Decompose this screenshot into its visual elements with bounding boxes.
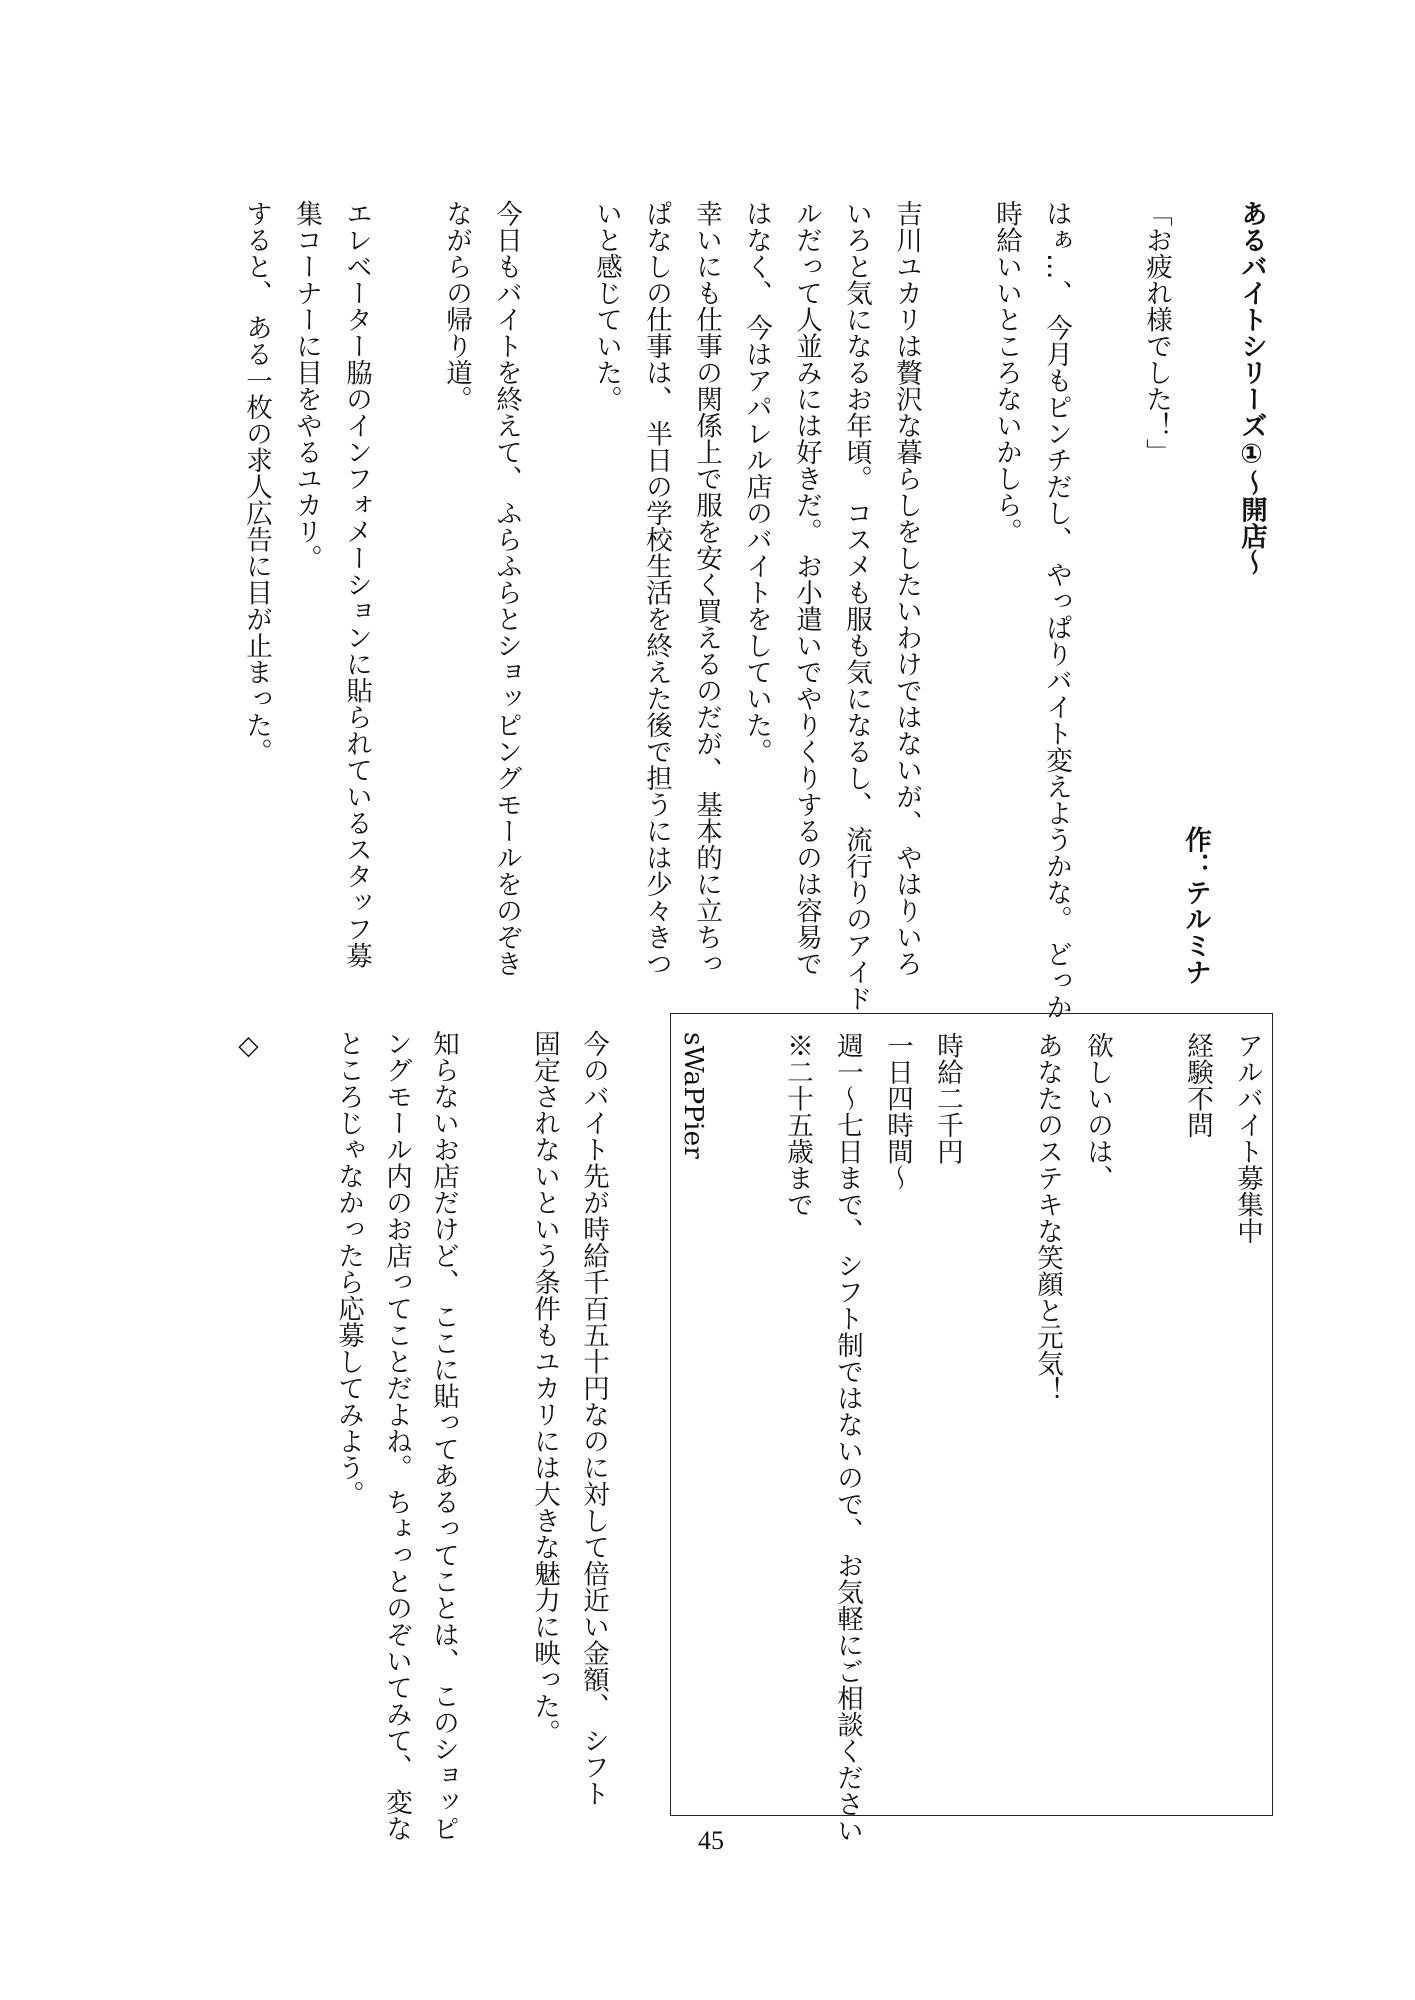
ad-line: 週一～七日まで、 シフト制ではないので、 お気軽にご相談ください: [832, 1032, 863, 1844]
ad-line: 時給二千円: [932, 1032, 963, 1165]
text-line: はなく、 今はアパレル店のバイトをしていた。: [741, 200, 772, 765]
text-line: ルだって人並みには好きだ。 お小遣いでやりくりするのは容易で: [791, 200, 822, 977]
text-line: エレベーター脇のインフォメーションに貼られているスタッフ募: [341, 200, 372, 969]
ad-line: 欲しいのは、: [1082, 1032, 1113, 1191]
text-line: ぱなしの仕事は、 半日の学校生活を終えた後で担うには少々きつ: [641, 200, 672, 977]
text-line: 今のバイト先が時給千百五十円なのに対して倍近い金額、 シフト: [578, 1030, 609, 1807]
ad-line: 経験不問: [1182, 1032, 1213, 1138]
text-line: 幸いにも仕事の関係上で服を安く買えるのだが、 基本的に立ちっ: [691, 200, 722, 977]
ad-line: あなたのステキな笑顔と元気！: [1032, 1032, 1063, 1403]
story-title: あるバイトシリーズ①～開店～: [1236, 200, 1267, 576]
text-line: いと感じていた。: [591, 200, 622, 412]
text-line: ながらの帰り道。: [441, 200, 472, 412]
text-line: 知らないお店だけど、 ここに貼ってあるってことは、 このショッピ: [428, 1030, 459, 1842]
page-number: 45: [698, 1826, 724, 1855]
text-line: 「お疲れ様でした！」: [1141, 200, 1172, 465]
text-line: 時給いいところないかしら。: [991, 200, 1022, 545]
text-line: はぁ…、 今月もピンチだし、 やっぱりバイト変えようかな。 どっか: [1041, 200, 1072, 1021]
ad-line: ※二十五歳まで: [782, 1032, 813, 1218]
section-break-mark: ◇: [233, 1030, 264, 1061]
text-line: いろと気になるお年頃。 コスメも服も気になるし、 流行りのアイド: [841, 200, 872, 1012]
text-line: ングモール内のお店ってことだよね。 ちょっとのぞいてみて、 変な: [381, 1030, 412, 1842]
ad-line: sWaPPier: [678, 1032, 709, 1159]
text-line: 集コーナーに目をやるユカリ。: [291, 200, 322, 571]
text-line: すると、 ある一枚の求人広告に目が止まった。: [241, 200, 272, 765]
ad-line: アルバイト募集中: [1232, 1032, 1263, 1244]
text-line: ところじゃなかったら応募してみよう。: [333, 1030, 364, 1507]
text-line: 今日もバイトを終えて、 ふらふらとショッピングモールをのぞき: [491, 200, 522, 977]
text-line: 固定されないという条件もユカリには大きな魅力に映った。: [529, 1030, 560, 1746]
ad-line: 一日四時間～: [882, 1032, 913, 1191]
author-credit: 作：テルミナ: [1180, 826, 1211, 985]
text-line: 吉川ユカリは贅沢な暮らしをしたいわけではないが、 やはりいろ: [891, 200, 922, 977]
